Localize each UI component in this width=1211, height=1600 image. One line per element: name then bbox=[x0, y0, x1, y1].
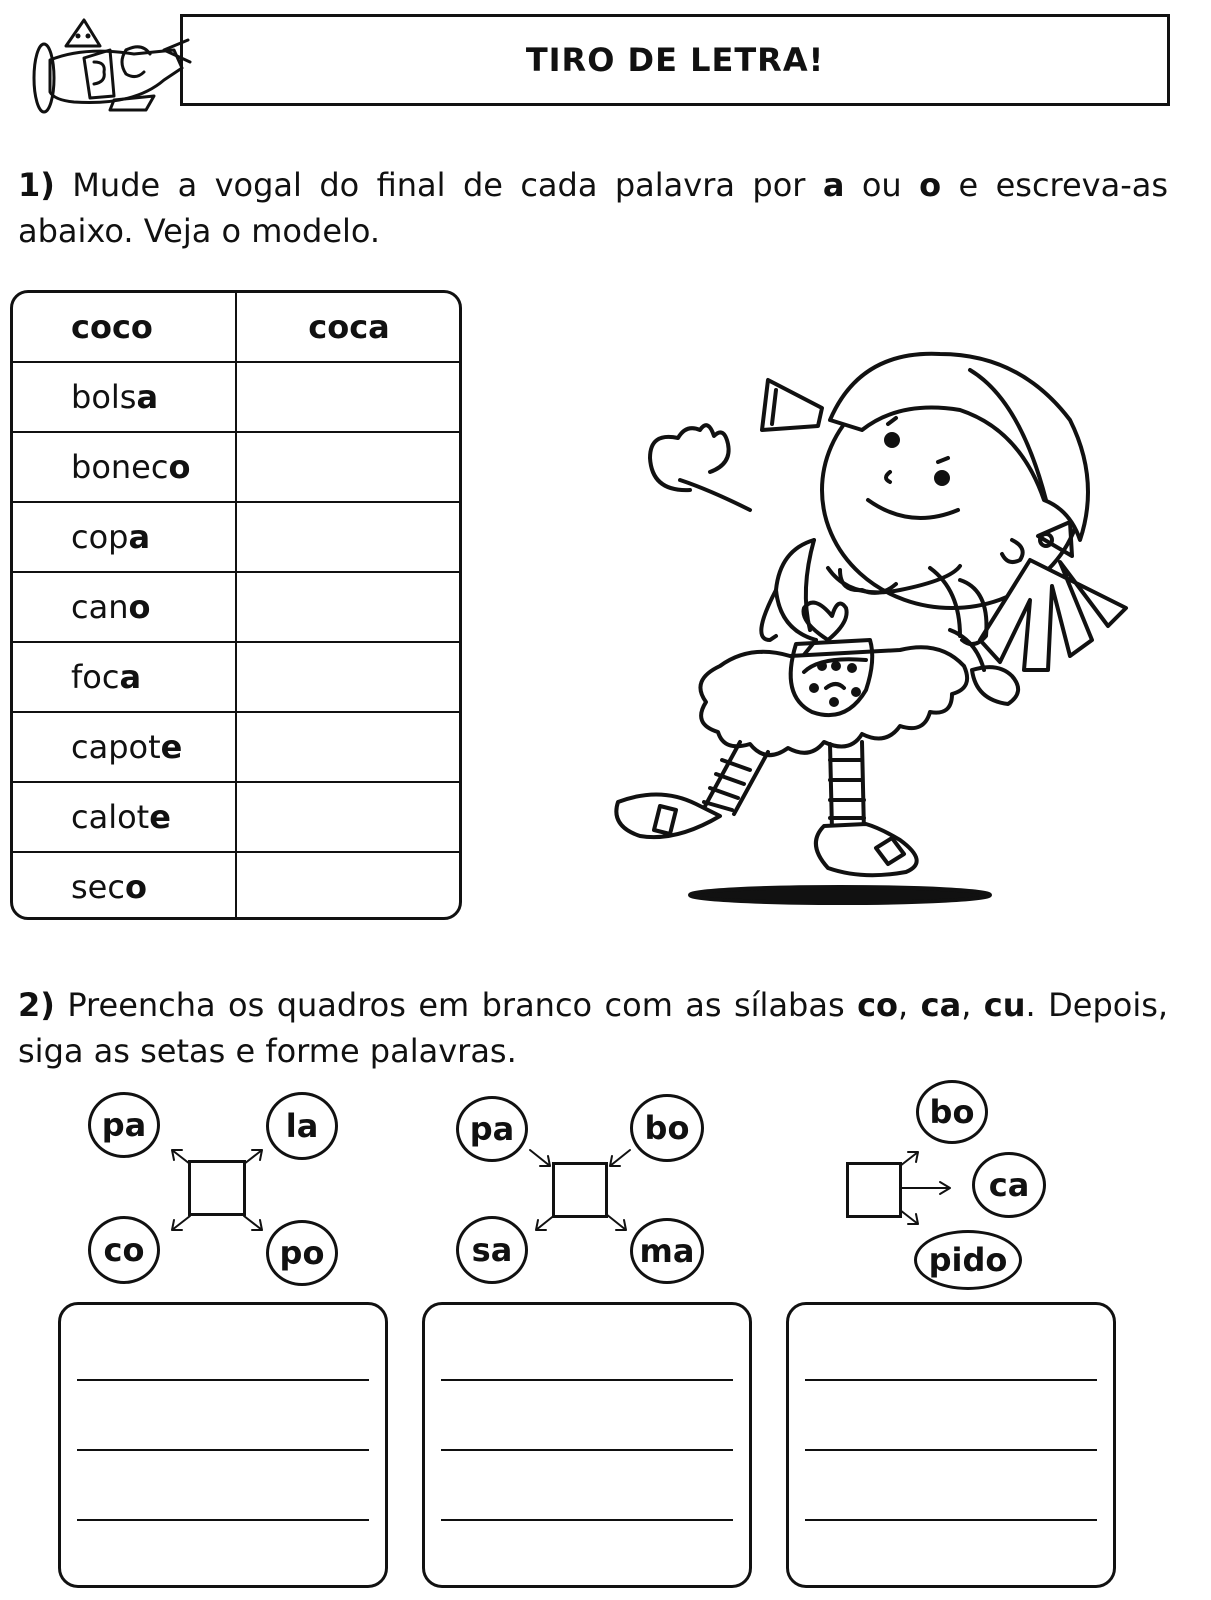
syllable-circle: pa bbox=[88, 1092, 160, 1158]
syllable-ca: ca bbox=[920, 986, 962, 1024]
answer-cell[interactable] bbox=[237, 713, 461, 781]
word-cell: bols a bbox=[71, 378, 159, 416]
table-row bbox=[13, 503, 459, 573]
word-cell: foc a bbox=[71, 658, 142, 696]
answer-cell[interactable] bbox=[237, 503, 461, 571]
answer-cell[interactable] bbox=[237, 433, 461, 501]
doll-illustration bbox=[600, 340, 1140, 910]
exercise1-bold-o: o bbox=[919, 166, 942, 204]
syllable-co: co bbox=[857, 986, 899, 1024]
arrow-icon bbox=[244, 1216, 262, 1230]
answer-cell[interactable] bbox=[237, 853, 461, 920]
syllable-circle: ca bbox=[972, 1152, 1046, 1218]
exercise2-text-end: . Depois, siga as setas e forme palavras. bbox=[18, 986, 1169, 1070]
model-answer: coca bbox=[308, 308, 390, 346]
answer-line bbox=[805, 1519, 1097, 1521]
table-row bbox=[13, 363, 459, 433]
answer-cell[interactable] bbox=[237, 643, 461, 711]
word-cell: calot e bbox=[71, 798, 171, 836]
syllable-circle: po bbox=[266, 1220, 338, 1286]
answer-line bbox=[77, 1519, 369, 1521]
syllable-circle: pa bbox=[456, 1096, 528, 1162]
answer-cell[interactable] bbox=[237, 783, 461, 851]
answer-cell[interactable] bbox=[237, 573, 461, 641]
vowel-change-table bbox=[10, 290, 462, 920]
arrow-icon bbox=[172, 1216, 190, 1230]
word-cell: can o bbox=[71, 588, 151, 626]
table-row bbox=[13, 573, 459, 643]
table-row bbox=[13, 643, 459, 713]
exercise1-bold-a: a bbox=[822, 166, 845, 204]
word-cell: bonec o bbox=[71, 448, 191, 486]
answer-line bbox=[805, 1379, 1097, 1381]
exercise2-instruction: 2) Preencha os quadros em branco com as sílabas co, ca, cu. Depois, siga as setas e forme palavras. bbox=[18, 986, 1169, 1070]
answer-line bbox=[805, 1449, 1097, 1451]
table-model-row bbox=[13, 293, 459, 363]
word-cell: cop a bbox=[71, 518, 151, 556]
syllable-circle: pido bbox=[914, 1230, 1022, 1290]
syllable-circle: bo bbox=[630, 1094, 704, 1162]
table-row bbox=[13, 783, 459, 853]
syllable-circle: sa bbox=[456, 1216, 528, 1284]
answer-line bbox=[77, 1379, 369, 1381]
arrow-icon bbox=[610, 1150, 630, 1166]
answer-box-2[interactable] bbox=[422, 1302, 752, 1588]
answer-cell[interactable] bbox=[237, 363, 461, 431]
arrow-icon bbox=[900, 1152, 918, 1166]
exercise1-number: 1) bbox=[18, 166, 55, 204]
answer-line bbox=[441, 1519, 733, 1521]
abc-airplane-icon bbox=[14, 10, 194, 120]
exercise2-text-start: Preencha os quadros em branco com as sílabas bbox=[67, 986, 845, 1024]
blank-square[interactable] bbox=[846, 1162, 902, 1218]
answer-box-1[interactable] bbox=[58, 1302, 388, 1588]
arrow-icon bbox=[900, 1210, 918, 1224]
arrow-icon bbox=[244, 1150, 262, 1164]
syllable-circle: co bbox=[88, 1216, 160, 1284]
table-row bbox=[13, 713, 459, 783]
exercise1-connector: ou bbox=[861, 166, 902, 204]
blank-square[interactable] bbox=[552, 1162, 608, 1218]
syllable-circle: bo bbox=[916, 1080, 988, 1144]
syllable-circle: ma bbox=[630, 1218, 704, 1284]
exercise1-text-start: Mude a vogal do final de cada palavra por bbox=[72, 166, 806, 204]
exercise1-instruction bbox=[18, 162, 1168, 254]
arrow-icon bbox=[902, 1182, 950, 1194]
table-row bbox=[13, 433, 459, 503]
answer-line bbox=[441, 1449, 733, 1451]
word-cell: capot e bbox=[71, 728, 183, 766]
blank-square[interactable] bbox=[188, 1160, 246, 1216]
answer-box-3[interactable] bbox=[786, 1302, 1116, 1588]
arrow-icon bbox=[530, 1150, 550, 1166]
syllable-circle: la bbox=[266, 1092, 338, 1160]
answer-line bbox=[77, 1449, 369, 1451]
table-row bbox=[13, 853, 459, 920]
exercise1-text-end: e escreva-as abaixo. Veja o modelo. bbox=[18, 166, 1169, 250]
exercise2-number: 2) bbox=[18, 986, 55, 1024]
page-title: TIRO DE LETRA! bbox=[525, 41, 825, 79]
model-word: coco bbox=[71, 308, 153, 346]
arrow-icon bbox=[606, 1214, 626, 1230]
answer-line bbox=[441, 1379, 733, 1381]
word-cell: sec o bbox=[71, 868, 147, 906]
syllable-cu: cu bbox=[983, 986, 1026, 1024]
